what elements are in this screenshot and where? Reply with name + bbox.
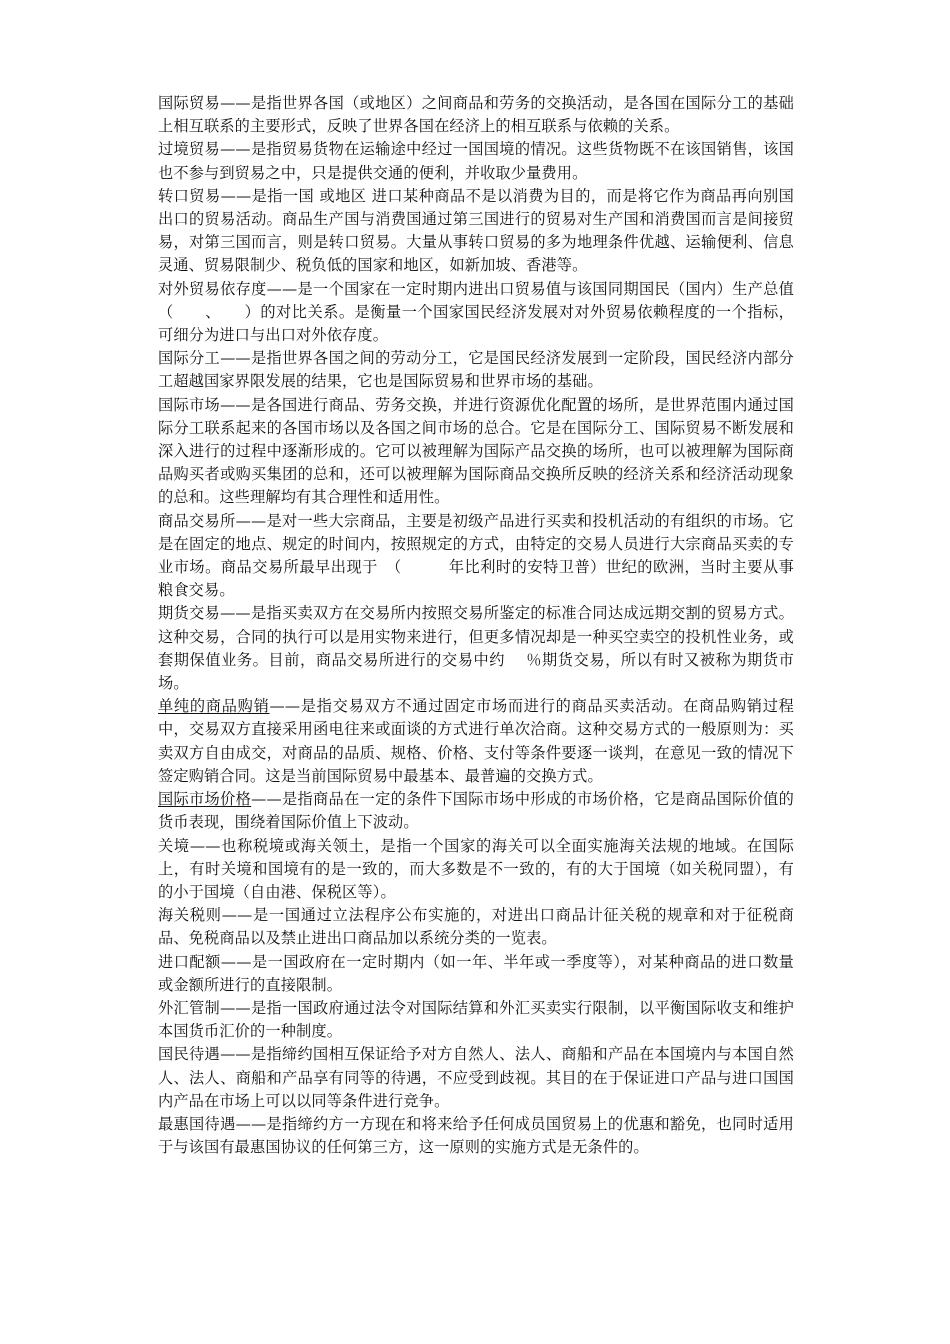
definition-term: 对外贸易依存度 [158,279,267,298]
definition-text: 是指一国政府通过法令对国际结算和外汇买卖实行限制，以平衡国际收支和维护本国货币汇价的一种制度。 [158,998,795,1041]
definition-paragraph [158,185,794,278]
definition-dash: —— [220,186,252,205]
definition-text: 是指交易双方不通过固定市场而进行的商品买卖活动。在商品购销过程中，交易双方直接采用函电往来或面谈的方式进行单次洽商。这种交易方式的一般原则为：买卖双方自由成交，对商品的品质、规格、价格、支付等条件要逐一谈判，在意见一致的情况下签定购销合同。这是当前国际贸易中最基本、最普遍的交换方式。 [158,697,794,785]
document-page [158,92,794,1159]
definition-term: 国民待遇 [158,1045,221,1064]
definition-paragraph [158,951,794,997]
definition-dash: —— [251,790,282,809]
definition-term: 国际分工 [158,349,221,368]
definition-paragraph [158,138,794,184]
definition-dash: —— [220,1045,251,1064]
definition-dash: —— [220,395,251,414]
definition-paragraph [158,835,794,905]
definition-paragraph [158,788,794,834]
definition-paragraph [158,904,794,950]
definition-term: 海关税则 [158,906,222,925]
definition-paragraph [158,1113,794,1159]
definition-term: 商品交易所 [158,511,236,530]
definition-dash: —— [269,697,301,716]
definition-text: 是指世界各国（或地区）之间商品和劳务的交换活动，是各国在国际分工的基础上相互联系的主要形式，反映了世界各国在经济上的相互联系与依赖的关系。 [158,94,795,136]
definition-text: 是指世界各国之间的劳动分工，它是国民经济发展到一定阶段，国民经济内部分工超越国家界限发展的结果，它也是国际贸易和世界市场的基础。 [158,349,795,391]
definition-text: 是指缔约国相互保证给予对方自然人、法人、商船和产品在本国境内与本国自然人、法人、商船和产品享有同等的待遇，不应受到歧视。其目的在于保证进口产品与进口国国内产品在市场上可以以同等条件进行竞争。 [158,1045,795,1110]
definition-dash: —— [220,604,251,623]
definition-text: 是指一国 或地区 进口某种商品不是以消费为目的，而是将它作为商品再向别国出口的贸易活动。商品生产国与消费国通过第三国进行的贸易对生产国和消费国而言是间接贸易，对第三国而言，则是转口贸易。大量从事转口贸易的多为地理条件优越、运输便利、信息灵通、贸易限制少、税负低的国家和地区，如新加坡、香港等。 [158,186,794,275]
definition-paragraph [158,278,794,348]
definition-paragraph [158,997,794,1043]
definition-paragraph [158,510,794,603]
definition-paragraph [158,394,794,510]
definition-paragraph [158,695,794,788]
definition-paragraph [158,602,794,695]
definition-term-underlined: 国际市场价格 [158,790,252,809]
definition-text: 是对一些大宗商品，主要是初级产品进行买卖和投机活动的有组织的市场。它是在固定的地点、规定的时间内，按照规定的方式，由特定的交易人员进行大宗商品买卖的专业市场。商品交易所最早出现于 （ 年比利时的安特卫普）世纪的欧洲，当时主要从事粮食交易。 [158,511,794,600]
definition-term: 外汇管制 [158,998,221,1017]
definition-term: 关境 [158,836,190,855]
definition-term: 国际贸易 [158,94,221,112]
definition-text: 是各国进行商品、劳务交换，并进行资源优化配置的场所，是世界范围内通过国际分工联系起来的各国市场以及各国之间市场的总合。它是在国际分工、国际贸易不断发展和深入进行的过程中逐渐形成的。它可以被理解为国际产品交换的场所，也可以被理解为国际商品购买者或购买集团的总和，还可以被理解为国际商品交换所反映的经济关系和经济活动现象的总和。这些理解均有其合理性和适用性。 [158,395,795,507]
definition-paragraph [158,347,794,393]
definition-paragraph [158,92,794,138]
definition-dash: —— [220,952,252,971]
definition-dash: —— [189,836,221,855]
definition-text: 是指买卖双方在交易所内按照交易所鉴定的标准合同达成远期交割的贸易方式。这种交易，合同的执行可以是用实物来进行，但更多情况却是一种买空卖空的投机性业务，或套期保值业务。目前，商品交易所进行的交易中约 ％期货交易，所以有时又被称为期货市场。 [158,604,795,693]
definition-dash: —— [220,140,251,159]
definition-dash: —— [221,906,253,925]
definition-text: 是指商品在一定的条件下国际市场中形成的市场价格，它是商品国际价值的货币表现，围绕着国际价值上下波动。 [158,790,794,832]
definition-paragraph [158,1043,794,1113]
definition-text: 是一国通过立法程序公布实施的，对进出口商品计征关税的规章和对于征税商品、免税商品以及禁止进出口商品加以系统分类的一览表。 [158,906,794,948]
definition-dash: —— [220,94,251,112]
definition-dash: —— [235,1114,267,1133]
definition-term: 进口配额 [158,952,221,971]
definition-dash: —— [266,279,298,298]
definition-term: 最惠国待遇 [158,1114,236,1133]
definition-text: 也称税境或海关领土，是指一个国家的海关可以全面实施海关法规的地域。在国际上，有时关境和国境有的是一致的，而大多数是不一致的，有的大于国境（如关税同盟），有的小于国境（自由港、保税区等）。 [158,836,794,901]
definition-text: 是指缔约方一方现在和将来给予任何成员国贸易上的优惠和豁免，也同时适用于与该国有最惠国协议的任何第三方，这一原则的实施方式是无条件的。 [158,1114,794,1157]
definition-term: 转口贸易 [158,186,221,205]
definition-text: 是一国政府在一定时期内（如一年、半年或一季度等），对某种商品的进口数量或金额所进行的直接限制。 [158,952,794,994]
definition-dash: —— [235,511,267,530]
definition-dash: —— [220,349,251,368]
definition-term: 过境贸易 [158,140,221,159]
definition-term-underlined: 单纯的商品购销 [158,697,270,716]
definition-term: 期货交易 [158,604,221,623]
definition-text: 是指贸易货物在运输途中经过一国国境的情况。这些货物既不在该国销售，该国也不参与到贸易之中，只是提供交通的便利，并收取少量费用。 [158,140,795,182]
definition-text: 是一个国家在一定时期内进出口贸易值与该国同期国民（国内）生产总值（ 、 ）的对比关系。是衡量一个国家国民经济发展对对外贸易依赖程度的一个指标，可细分为进口与出口对外依存度。 [158,279,794,345]
definition-dash: —— [220,998,251,1017]
definition-term: 国际市场 [158,395,221,414]
